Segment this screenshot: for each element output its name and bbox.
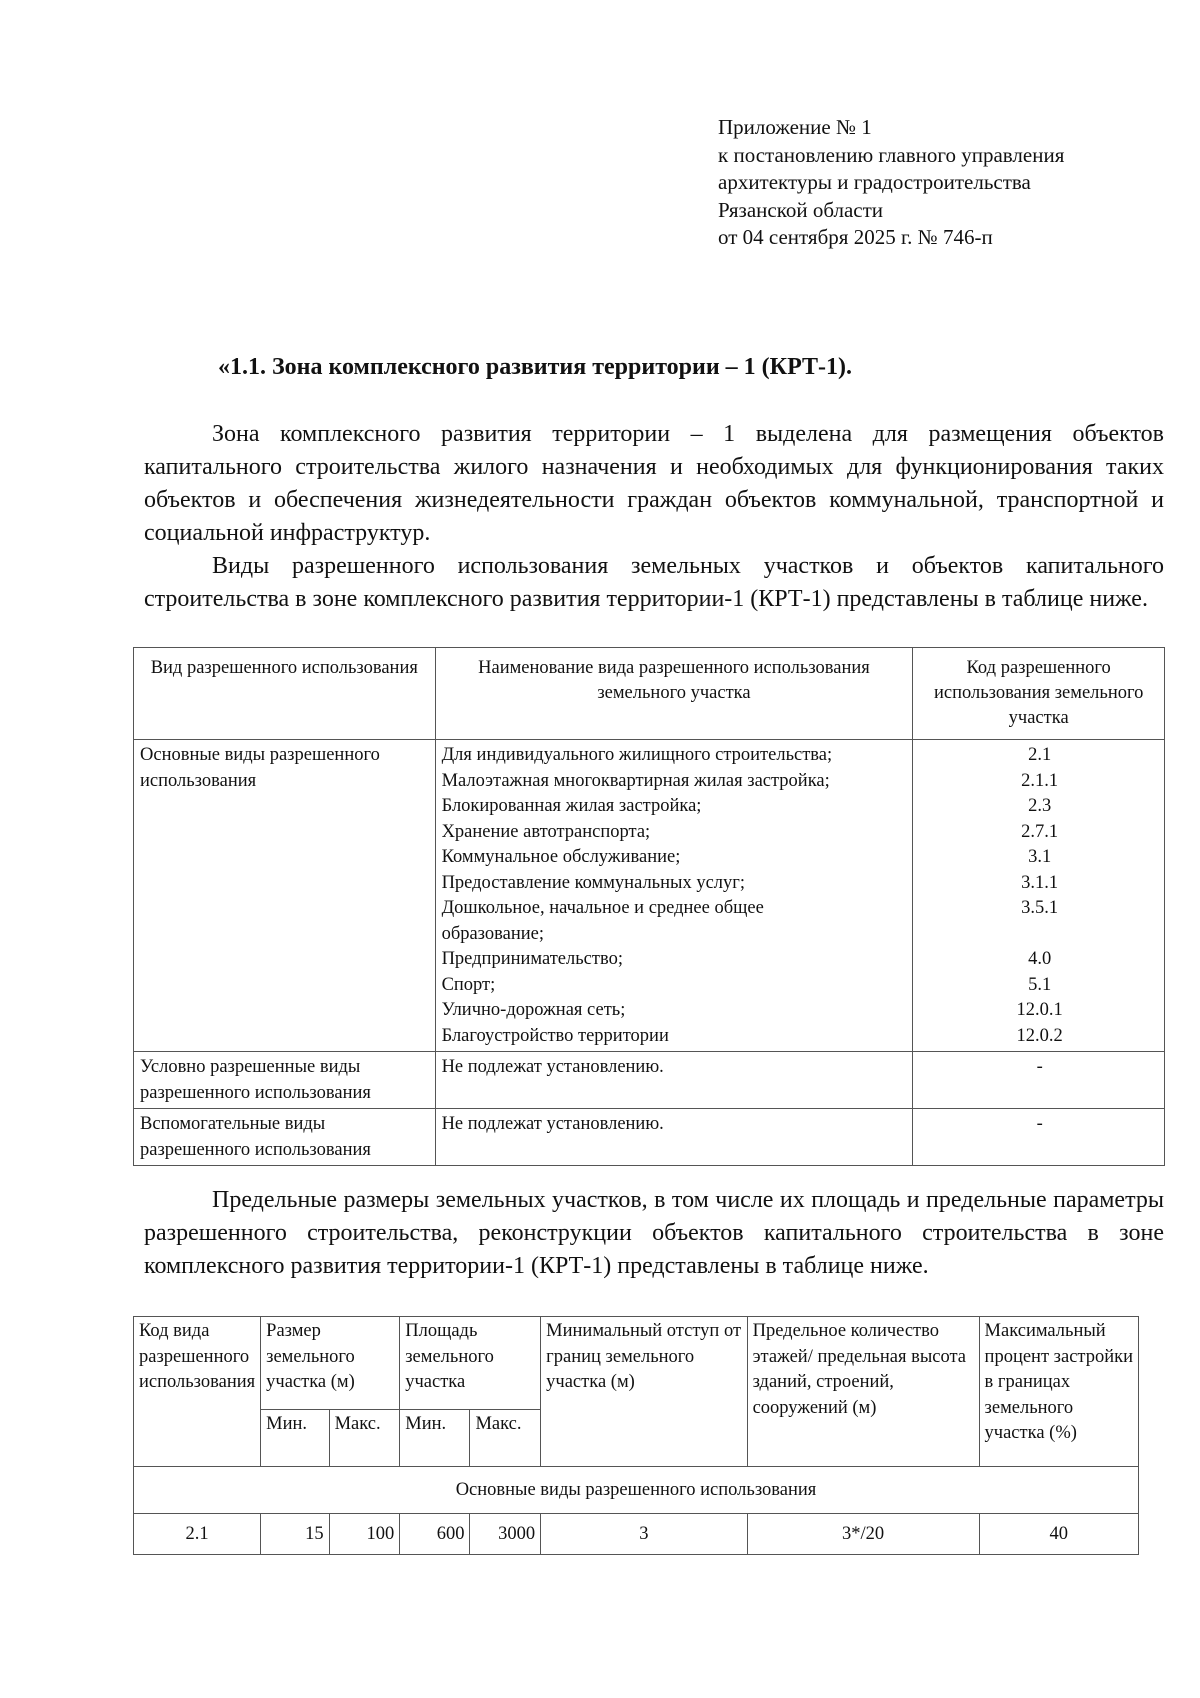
use-code: 2.3 [1028, 796, 1052, 816]
zone-description-paragraph: Зона комплексного развития территории – 1 выделена для размещения объектов капитального строительства жилого назначения и необходимых для функционирования таких объектов и обеспечения жизнедеятельности граждан объектов коммунальной, транспортной и социальной инфраструктур. [144, 421, 1164, 546]
use-codes-cell [913, 740, 1165, 1052]
use-code: 3.1 [1028, 847, 1052, 867]
appendix-block [718, 114, 1064, 252]
use-name: образование; [441, 923, 544, 944]
use-codes-cell: - [913, 1052, 1165, 1109]
use-codes-cell: - [913, 1109, 1165, 1166]
column-header: Наименование вида разрешенного использования земельного участка [435, 648, 913, 740]
use-code: 2.1.1 [1021, 770, 1059, 791]
table-cell: 100 [329, 1514, 400, 1555]
use-name: Малоэтажная многоквартирная жилая застройка; [441, 770, 830, 791]
use-type-cell: Вспомогательные виды разрешенного использования [134, 1109, 436, 1166]
use-name: Блокированная жилая застройка; [441, 796, 702, 816]
use-code [919, 922, 1160, 948]
table-cell: 600 [400, 1514, 470, 1555]
section-row [134, 1467, 1139, 1514]
column-header: Мин. [261, 1410, 329, 1467]
table-cell: 3*/20 [747, 1514, 979, 1555]
parameters-table [133, 1316, 1139, 1555]
use-code: 4.0 [1028, 949, 1052, 969]
use-code: 3.5.1 [1021, 898, 1059, 918]
use-type-cell: Условно разрешенные виды разрешенного использования [134, 1052, 436, 1109]
use-code: 2.7.1 [1021, 821, 1059, 842]
column-header: Минимальный отступ от границ земельного участка (м) [541, 1317, 747, 1467]
land-use-types-table [133, 647, 1165, 1166]
appendix-line: Приложение № 1 [718, 115, 872, 139]
use-name: Предоставление коммунальных услуг; [441, 872, 745, 893]
use-name: Для индивидуального жилищного строительства; [441, 745, 833, 765]
column-header: Размер земельного участка (м) [261, 1317, 400, 1410]
use-name: Предпринимательство; [441, 949, 623, 969]
column-header: Код вида разрешенного использования [134, 1317, 261, 1467]
column-header: Мин. [400, 1410, 470, 1467]
use-type-cell: Основные виды разрешенного использования [134, 740, 436, 1052]
use-name: Улично-дорожная сеть; [441, 1000, 626, 1020]
table-cell: 3000 [470, 1514, 541, 1555]
table-cell: 40 [979, 1514, 1138, 1555]
use-name: Коммунальное обслуживание; [441, 847, 681, 867]
column-header: Предельное количество этажей/ предельная высота зданий, строений, сооружений (м) [747, 1317, 979, 1467]
use-code: 12.0.2 [1016, 1025, 1063, 1046]
table-header-row [134, 648, 1165, 740]
appendix-line: архитектуры и градостроительства [718, 170, 1031, 194]
use-names-cell [435, 740, 913, 1052]
table-header-row [134, 1317, 1139, 1410]
use-name: Дошкольное, начальное и среднее общее [441, 898, 764, 918]
section-label: Основные виды разрешенного использования [134, 1467, 1139, 1514]
appendix-line: Рязанской области [718, 197, 884, 222]
column-header: Макс. [470, 1410, 541, 1467]
table-row [134, 740, 1165, 1052]
use-name: Спорт; [441, 974, 496, 995]
appendix-line: к постановлению главного управления [718, 142, 1065, 167]
column-header: Вид разрешенного использования [134, 648, 436, 740]
use-code: 5.1 [1028, 974, 1052, 995]
use-name: Благоустройство территории [441, 1025, 669, 1046]
table-cell: 2.1 [134, 1514, 261, 1555]
use-names-cell: Не подлежат установлению. [435, 1052, 913, 1109]
use-names-cell: Не подлежат установлению. [435, 1109, 913, 1166]
table-row [134, 1514, 1139, 1555]
limits-intro-paragraph: Предельные размеры земельных участков, в том числе их площадь и предельные параметры разрешенного строительства, реконструкции объектов капитального строительства в зоне комплексного развития территории-1 (КРТ-1) представлены в таблице ниже. [144, 1187, 1164, 1279]
appendix-line: от 04 сентября 2025 г. № 746-п [718, 225, 993, 249]
column-header: Макс. [329, 1410, 400, 1467]
use-code: 2.1 [1028, 745, 1052, 765]
table-row [134, 1109, 1165, 1166]
table-row [134, 1052, 1165, 1109]
use-code: 3.1.1 [1021, 872, 1059, 893]
use-name: Хранение автотранспорта; [441, 821, 651, 842]
column-header: Максимальный процент застройки в границах земельного участка (%) [979, 1317, 1138, 1467]
land-use-intro-paragraph: Виды разрешенного использования земельных участков и объектов капитального строительства в зоне комплексного развития территории-1 (КРТ-1) представлены в таблице ниже. [144, 553, 1164, 612]
table-cell: 15 [261, 1514, 329, 1555]
table-cell: 3 [541, 1514, 747, 1555]
column-header: Код разрешенного использования земельного участка [913, 648, 1165, 740]
section-heading: «1.1. Зона комплексного развития территории – 1 (КРТ-1). [218, 354, 853, 380]
use-code: 12.0.1 [1016, 1000, 1063, 1020]
column-header: Площадь земельного участка [400, 1317, 541, 1410]
